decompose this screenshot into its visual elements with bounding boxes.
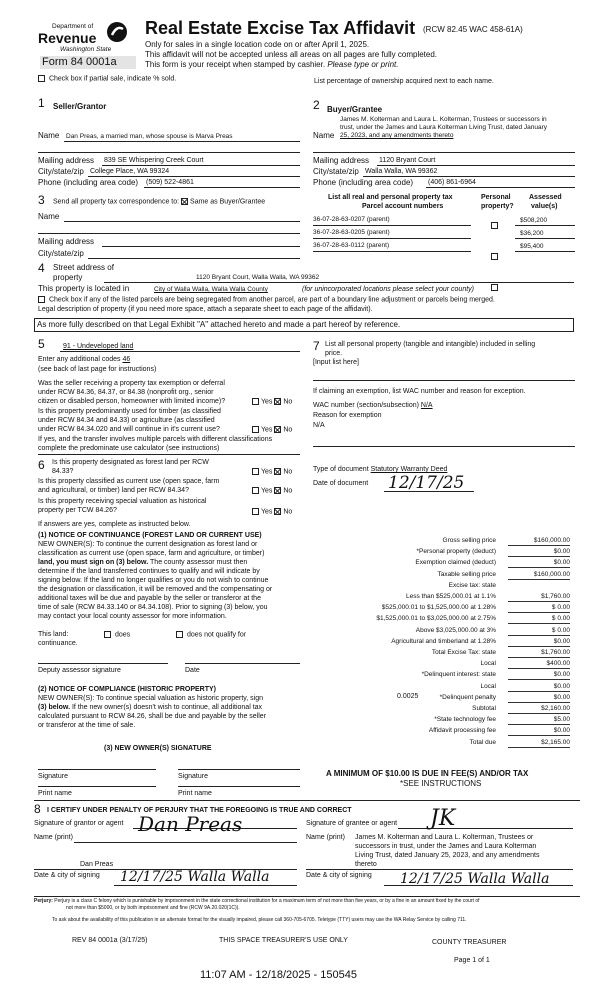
calc-label: Total Excise Tax: state (431, 649, 496, 656)
calc-label: Local (480, 682, 496, 690)
current-use-yes-checkbox[interactable] (252, 487, 259, 494)
exemption-no-checkbox[interactable] (274, 398, 281, 405)
buyer-phone-label: Phone (including area code) (313, 178, 414, 187)
timber-yes-checkbox[interactable] (252, 426, 259, 433)
yes-label: Yes (261, 468, 273, 476)
grantor-date-city-label: Date & city of signing (34, 872, 100, 879)
partial-sale-box[interactable] (38, 75, 45, 82)
accessibility-note: To ask about the availability of this publication in an alternate format for the visually impaired, please call 360-705-6705. Teletype (TTY) users may use the WA Relay Service by calling 711. (52, 917, 467, 923)
calc-value[interactable]: $ 0.00 (551, 615, 570, 623)
assessed-col-header1: Assessed (529, 194, 562, 201)
forest-question: Is this property designated as forest land per RCW (52, 459, 209, 466)
notice-text: The county assessor must then (150, 559, 248, 566)
calc-value[interactable]: $ 0.00 (551, 626, 570, 634)
calc-label: $525,000.01 to $1,525,000.00 at 1.28% (381, 604, 496, 612)
doc-type-value[interactable]: Statutory Warranty Deed (370, 466, 448, 473)
personal-property-label: List all personal property (tangible and intangible) included in selling (325, 341, 536, 348)
calc-value[interactable]: $0.00 (553, 671, 570, 679)
does-not-label: does not qualify for (186, 631, 247, 639)
additional-codes-label: Enter any additional codes (38, 356, 121, 363)
partial-sale-checkbox[interactable] (38, 75, 176, 82)
exemption-question-l3: citizen or disabled person, homeowner with limited income)? (38, 398, 226, 405)
form-number: Form 84 0001a (42, 56, 117, 68)
calc-value[interactable]: $0.00 (553, 559, 570, 567)
exemption-yes-checkbox[interactable] (252, 398, 259, 405)
grantor-date-city[interactable]: 12/17/25 Walla Walla (120, 869, 270, 885)
calc-value[interactable]: $0.00 (553, 637, 570, 645)
section-4-number: 4 (38, 261, 45, 275)
header-line3: This form is your receipt when stamped by cashier. (145, 60, 326, 69)
personal-property-label-l2: price. (325, 350, 343, 357)
calc-label: Taxable selling price (437, 570, 496, 578)
same-as-buyer-label: Same as Buyer/Grantee (190, 198, 266, 206)
no-label: No (283, 508, 293, 516)
notice-text: the designation or classification, it will be removed and the compensating or (38, 586, 273, 593)
section-7-number: 7 (313, 339, 320, 353)
logo-revenue: Revenue (38, 30, 97, 46)
buyer-name-label: Name (313, 131, 335, 140)
does-not-qualify-checkbox[interactable] (176, 631, 183, 638)
corr-city-label: City/state/zip (38, 249, 84, 258)
current-use-question-l2: and agricultural, or timber) land per RCW 84.34? (38, 487, 189, 494)
historic-question-l2: property per TCW 84.26? (38, 507, 117, 514)
calc-label: Agricultural and timberland at 1.28% (391, 637, 496, 645)
section-3-number: 3 (38, 193, 45, 207)
section-2-number: 2 (313, 98, 320, 112)
grantor-name[interactable]: Dan Preas (80, 861, 114, 868)
yes-label: Yes (261, 508, 273, 516)
personal-property-checkbox[interactable] (491, 284, 498, 291)
perjury-text-l2: not more than $5000, or by both imprisonment and fine (RCW 9A.20.020(1C)). (66, 905, 240, 911)
buyer-name-l3[interactable]: 25, 2023, and any amendments thereto (340, 132, 454, 139)
corr-mail-label: Mailing address (38, 237, 95, 246)
owner-print-label: Print name (178, 790, 212, 797)
grantee-name-l2[interactable]: successors in trust, under the James and Laura Kolterman (355, 843, 537, 850)
buyer-mail-label: Mailing address (313, 156, 370, 165)
personal-col-header2: property? (481, 203, 514, 210)
parcel-id[interactable]: 36-07-28-63-0207 (parent) (313, 216, 390, 223)
revision: REV 84 0001a (3/17/25) (72, 937, 148, 944)
deputy-date-label: Date (185, 667, 200, 674)
forest-no-checkbox[interactable] (274, 468, 281, 475)
no-label: No (283, 487, 293, 495)
reason-value[interactable]: N/A (313, 422, 325, 429)
grantor-signature-label: Signature of grantor or agent (34, 820, 124, 827)
personal-property-checkbox[interactable] (491, 222, 498, 229)
this-land-label: This land: (38, 631, 69, 638)
grantee-name-l4[interactable]: thereto (355, 861, 377, 868)
correspondence-label: Send all property tax correspondence to: (53, 198, 180, 206)
seller-name[interactable]: Dan Preas, a married man, whose spouse is Marva Preas (66, 133, 233, 140)
section-1-number: 1 (38, 96, 45, 110)
wac-label: WAC number (section/subsection) (313, 402, 419, 409)
segregation-label: Check box if any of the listed parcels are being segregated from another parcel, are part of a boundary line adjustment or parcels being merged. (48, 296, 495, 304)
timber-question: Is this property predominantly used for timber (as classified (38, 408, 221, 415)
if-yes-note: If answers are yes, complete as instructed below. (38, 521, 191, 528)
notice-text: time of sale (RCW 84.33.140 or 84.34.108). Prior to signing (3) below, you (38, 604, 268, 611)
parcel-col-header2: Parcel account numbers (362, 203, 444, 210)
doc-date-handwritten[interactable]: 12/17/25 (388, 473, 465, 493)
notice-text: signing below. If the land no longer qualifies or you do not wish to continue (38, 577, 269, 584)
multiple-parcels-note: If yes, and the transfer involves multiple parcels with different classifications (38, 436, 273, 443)
buyer-phone[interactable]: (406) 861-6964 (428, 179, 476, 186)
historic-no-checkbox[interactable] (274, 508, 281, 515)
seller-phone[interactable]: (509) 522-4861 (146, 179, 194, 186)
calc-label: *State technology fee (434, 716, 496, 724)
calc-value[interactable]: $160,000.00 (533, 537, 570, 544)
grantee-signature-label: Signature of grantee or agent (306, 820, 398, 827)
minimum-notice: A MINIMUM OF $10.00 IS DUE IN FEE(S) AND/OR TAX (326, 769, 529, 778)
notice-text: If the new owner(s) doesn't wish to continue, all additional tax (71, 704, 263, 711)
calc-label: $1,525,000.01 to $3,025,000.00 at 2.75% (376, 615, 496, 623)
seller-mail-label: Mailing address (38, 156, 95, 165)
yes-label: Yes (261, 398, 273, 406)
calc-value[interactable]: $5.00 (553, 716, 570, 724)
located-in-label: This property is located in (38, 284, 130, 293)
header-line2: This affidavit will not be accepted unless all areas on all pages are fully completed. (145, 50, 438, 59)
section-8-number: 8 (34, 802, 41, 816)
buyer-city[interactable]: Walla Walla, WA 99362 (365, 168, 438, 175)
treasurer-space: THIS SPACE TREASURER'S USE ONLY (219, 937, 348, 944)
calc-label: Excise tax: state (448, 581, 496, 589)
calc-label: *Delinquent interest: state (421, 671, 496, 679)
calc-value[interactable]: $1,760.00 (541, 649, 570, 656)
page-title: Real Estate Excise Tax Affidavit (145, 18, 416, 38)
no-label: No (283, 426, 293, 434)
calc-value[interactable]: $1,760.00 (541, 593, 570, 600)
calc-label: Subtotal (472, 705, 496, 712)
see-instructions-note: *SEE INSTRUCTIONS (400, 779, 482, 788)
calc-label: Above $3,025,000.00 at 3% (415, 626, 496, 634)
calc-value[interactable]: $160,000.00 (533, 570, 570, 578)
current-use-no-checkbox[interactable] (274, 487, 281, 494)
calc-value[interactable]: $2,165.00 (541, 738, 570, 746)
buyer-name-l1[interactable]: James M. Kolterman and Laura L. Kolterman, Trustees or successors in (340, 116, 547, 123)
buyer-mail[interactable]: 1120 Bryant Court (379, 157, 436, 164)
grantee-date-city-label: Date & city of signing (306, 872, 372, 879)
seller-phone-label: Phone (including area code) (38, 178, 139, 187)
grantee-name-l1[interactable]: James M. Kolterman and Laura L. Kolterman, Trustees or (355, 834, 534, 841)
wac-question: If claiming an exemption, list WAC number and reason for exception. (313, 388, 526, 395)
land-use-code[interactable]: 91 - Undeveloped land (63, 343, 134, 350)
grantor-signature[interactable]: Dan Preas (138, 812, 243, 836)
assessed-col-header2: value(s) (531, 203, 558, 210)
does-qualify-checkbox[interactable] (104, 631, 111, 638)
yes-label: Yes (261, 487, 273, 495)
notice-text: additional taxes will be due and payable by the seller or transferor at the (38, 595, 261, 602)
buyer-heading: Buyer/Grantee (327, 105, 383, 114)
calc-value[interactable]: $0.00 (553, 727, 570, 735)
grantee-name-l3[interactable]: Living Trust, dated January 25, 2023, and any amendments (355, 852, 540, 859)
page-number: Page 1 of 1 (454, 957, 490, 964)
assessed-value[interactable]: $508,200 (520, 217, 548, 224)
notice-continuance-title: (1) NOTICE OF CONTINUANCE (FOREST LAND OR CURRENT USE) (38, 532, 262, 539)
calc-value[interactable]: $2,160.00 (541, 705, 570, 712)
owner-signature-label: Signature (178, 773, 208, 780)
calc-label: Affidavit processing fee (428, 727, 496, 735)
forest-question-l2: 84.33? (52, 468, 74, 475)
exemption-question: Was the seller receiving a property tax exemption or deferral (38, 380, 225, 387)
notice-text: NEW OWNER(S): To continue special valuation as historic property, sign (38, 695, 263, 702)
reason-label: Reason for exemption (313, 412, 382, 419)
notice-text: calculated pursuant to RCW 84.26, shall be due and payable by the seller (38, 713, 267, 720)
buyer-city-label: City/state/zip (313, 167, 359, 176)
see-instructions: (see back of last page for instructions) (38, 366, 157, 373)
seller-city-label: City/state/zip (38, 167, 84, 176)
section-6-number: 6 (38, 458, 45, 472)
notice-text-bold: land, you must sign on (3) below. (38, 559, 149, 566)
yes-label: Yes (261, 426, 273, 434)
seller-heading: Seller/Grantor (53, 102, 107, 111)
county-treasurer: COUNTY TREASURER (432, 939, 507, 946)
calc-label: Local (480, 660, 496, 668)
personal-col-header1: Personal (481, 194, 511, 201)
calc-label: *Delinquent penalty (439, 693, 496, 701)
calc-label: Exemption claimed (deduct) (415, 559, 496, 567)
certify-statement: I CERTIFY UNDER PENALTY OF PERJURY THAT THE FOREGOING IS TRUE AND CORRECT (47, 807, 352, 814)
does-label: does (114, 631, 131, 639)
grantor-name-print-label: Name (print) (34, 834, 73, 841)
partial-sale-label: Check box if partial sale, indicate % sold. (48, 75, 177, 83)
calc-value[interactable]: $400.00 (546, 660, 570, 668)
doc-type-label: Type of document (313, 466, 369, 473)
seller-name-label: Name (38, 131, 60, 140)
timber-question-l2: under RCW 84.34 and 84.33) or agriculture (as classified (38, 417, 215, 424)
calc-value[interactable]: $0.00 (553, 548, 570, 556)
buyer-name-l2[interactable]: trust, under the James and Laura Kolterman Living Trust, dated January (340, 124, 548, 131)
logo-dept: Department of (52, 23, 94, 30)
notice-compliance-title: (2) NOTICE OF COMPLIANCE (HISTORIC PROPERTY) (38, 686, 216, 693)
calc-label: Total due (469, 738, 496, 746)
header-line1: Only for sales in a single location code on or after April 1, 2025. (145, 40, 370, 49)
multiple-parcels-note-l2: complete the predominate use calculator (see instructions) (38, 445, 220, 452)
grantee-signature[interactable]: JK (430, 806, 456, 831)
calc-value[interactable]: $0.00 (553, 693, 570, 701)
legal-description-label: Legal description of property (if you need more space, attach a separate sheet to each page of the affidavit). (38, 306, 373, 313)
same-as-buyer-checkbox[interactable] (181, 198, 188, 205)
calc-label: *Personal property (deduct) (416, 548, 496, 556)
notice-text: NEW OWNER(S): To continue the current designation as forest land or (38, 541, 258, 548)
rcw-reference: (RCW 82.45 WAC 458-61A) (423, 25, 523, 34)
parcel-id[interactable]: 36-07-28-63-0205 (parent) (313, 229, 390, 236)
located-in-value[interactable]: City of Walla Walla, Walla Walla County (154, 286, 268, 293)
historic-question: Is this property receiving special valuation as historical (38, 498, 207, 505)
calc-value[interactable]: $ 0.00 (551, 604, 570, 612)
seller-mail[interactable]: 839 SE Whispering Creek Court (104, 157, 204, 164)
calc-label: Gross selling price (442, 537, 496, 544)
notice-text: or transferor at the time of sale. (38, 722, 136, 729)
local-rate: 0.0025 (397, 693, 419, 700)
no-label: No (283, 468, 293, 476)
timber-question-l3: under RCW 84.34.020 and will continue in it's current use? (38, 426, 220, 433)
revenue-logo-icon (106, 21, 128, 43)
segregation-checkbox[interactable] (38, 296, 45, 303)
owner-signature-label: Signature (38, 773, 68, 780)
grantee-date-city[interactable]: 12/17/25 Walla Walla (400, 871, 550, 887)
notice-text: determine if the land transferred continues to qualify and will indicate by (38, 568, 260, 575)
assessed-value[interactable]: $95,400 (520, 243, 544, 250)
notice-text: may contact your local county assessor for more information. (38, 613, 227, 620)
corr-name-label: Name (38, 212, 60, 221)
calc-label: Less than $525,000.01 at 1.1% (406, 593, 496, 600)
current-use-question: Is this property classified as current use (open space, farm (38, 478, 220, 485)
doc-date-label: Date of document (313, 480, 369, 487)
grantee-name-print-label: Name (print) (306, 834, 345, 841)
notice-text: classification as current use (open space, farm and agriculture, or timber) (38, 550, 265, 557)
parcel-col-header1: List all real and personal property tax (328, 194, 453, 201)
personal-property-checkbox[interactable] (491, 253, 498, 260)
perjury-label: Perjury: (34, 898, 53, 904)
section-5-number: 5 (38, 337, 45, 351)
ownership-note: List percentage of ownership acquired next to each name. (314, 78, 494, 85)
legal-description[interactable]: As more fully described on that Legal Exhibit "A" attached hereto and made a part hereof by reference. (37, 320, 401, 329)
receipt-stamp: 11:07 AM - 12/18/2025 - 150545 (200, 969, 357, 981)
logo-state: Washington State (60, 46, 112, 53)
personal-property-input[interactable]: [Input list here] (313, 359, 359, 366)
seller-city[interactable]: College Place, WA 99324 (90, 168, 170, 175)
exemption-question-l2: under RCW 84.36, 84.37, or 84.38 (nonprofit org., senior (38, 389, 214, 396)
notice-text-bold: (3) below. (38, 704, 71, 711)
no-label: No (283, 398, 293, 406)
forest-yes-checkbox[interactable] (252, 468, 259, 475)
calc-value[interactable]: $0.00 (553, 682, 570, 690)
parcel-id[interactable]: 36-07-28-63-0112 (parent) (313, 242, 390, 249)
new-owner-signature-title: (3) NEW OWNER(S) SIGNATURE (104, 745, 212, 752)
assessed-value[interactable]: $36,200 (520, 230, 544, 237)
continuance-label: continuance. (38, 640, 78, 647)
historic-yes-checkbox[interactable] (252, 508, 259, 515)
property-address[interactable]: 1120 Bryant Court, Walla Walla, WA 99362 (196, 274, 320, 281)
timber-no-checkbox[interactable] (274, 426, 281, 433)
street-address-label: Street address of (53, 263, 114, 272)
wac-value[interactable]: N/A (420, 402, 433, 409)
header-line3-italic: Please type or print. (327, 60, 399, 69)
owner-print-label: Print name (38, 790, 72, 797)
property-label: property (53, 273, 83, 282)
additional-codes[interactable]: 46 (122, 356, 131, 363)
perjury-text: Perjury is a class C felony which is punishable by imprisonment in the state correctional institution for a maximum term of not more than five years, or by a fine in an amount fixed by the court of (54, 898, 480, 904)
located-in-note: (for unincorporated locations please select your county) (302, 286, 474, 293)
deputy-signature-label: Deputy assessor signature (38, 667, 121, 674)
